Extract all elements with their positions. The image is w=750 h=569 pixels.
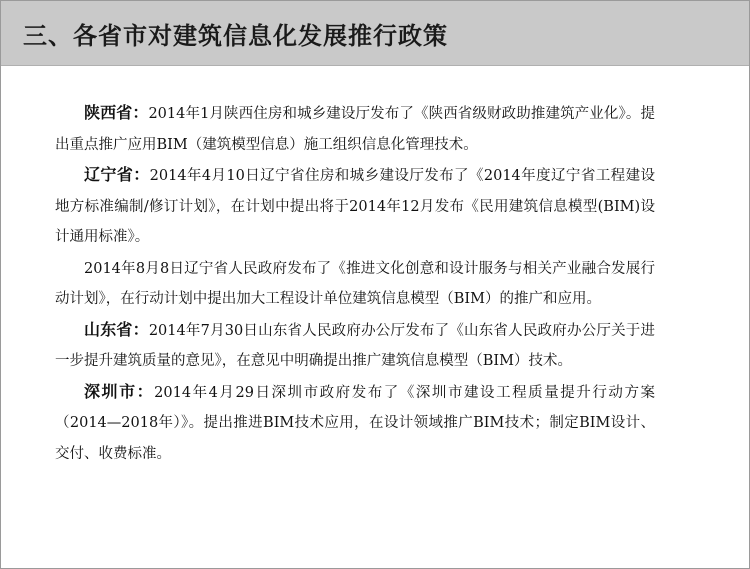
region-label-shaanxi: 陕西省： (84, 103, 149, 122)
region-label-shenzhen: 深圳市： (84, 381, 155, 401)
page-title: 三、各省市对建筑信息化发展推行政策 (23, 22, 448, 50)
header-bar (1, 1, 749, 66)
region-label-shandong: 山东省： (84, 319, 149, 339)
policy-paragraph-liaoning (55, 160, 655, 253)
region-label-liaoning: 辽宁省： (84, 165, 150, 184)
policy-text-shandong: 2014年7月30日山东省人民政府办公厅发布了《山东省人民政府办公厅关于进一步提升建筑质量的意见》，在意见中明确提出推广建筑信息模型（BIM）技术。 (55, 322, 655, 369)
policy-text-liaoning-2: 2014年8月8日辽宁省人民政府发布了《推进文化创意和设计服务与相关产业融合发展行动计划》，在行动计划中提出加大工程设计单位建筑信息模型（BIM）的推广和应用。 (55, 260, 655, 307)
policy-content (55, 98, 655, 469)
policy-text-shaanxi: 2014年1月陕西住房和城乡建设厅发布了《陕西省级财政助推建筑产业化》。提出重点推广应用BIM（建筑模型信息）施工组织信息化管理技术。 (55, 106, 655, 153)
policy-text-liaoning: 2014年4月10日辽宁省住房和城乡建设厅发布了《2014年度辽宁省工程建设地方标准编制/修订计划》，在计划中提出将于2014年12月发布《民用建筑信息模型(BIM)设计通用标准》。 (55, 168, 655, 245)
policy-paragraph-shandong (55, 315, 655, 377)
policy-paragraph-liaoning-2 (55, 253, 655, 315)
policy-text-shenzhen: 2014年4月29日深圳市政府发布了《深圳市建设工程质量提升行动方案（2014—2018年）》。提出推进BIM技术应用，在设计领域推广BIM技术；制定BIM设计、交付、收费标准。 (55, 384, 655, 462)
policy-paragraph-shaanxi (55, 98, 655, 160)
policy-paragraph-shenzhen (55, 377, 655, 470)
